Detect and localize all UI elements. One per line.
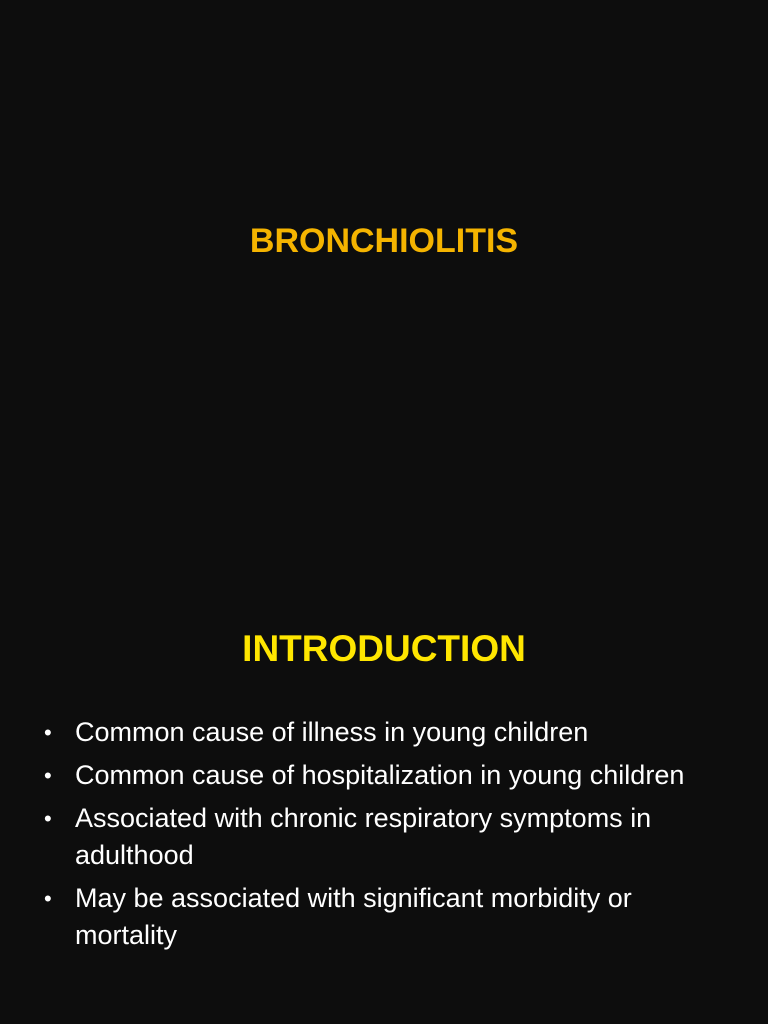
bullet-icon: • xyxy=(44,763,52,788)
bullet-item xyxy=(44,757,734,794)
bullet-item xyxy=(44,800,734,874)
bullet-icon: • xyxy=(44,886,52,911)
bullet-icon: • xyxy=(44,720,52,745)
bullet-icon: • xyxy=(44,806,52,831)
bullet-text: May be associated with significant morbidity or mortality xyxy=(75,883,632,950)
bullet-text: Common cause of hospitalization in young children xyxy=(75,760,685,790)
bullet-text: Common cause of illness in young children xyxy=(75,717,589,747)
bullet-item xyxy=(44,714,734,751)
introduction-slide xyxy=(0,576,768,1024)
bullet-text: Associated with chronic respiratory symptoms in adulthood xyxy=(75,803,652,870)
slide-title: BRONCHIOLITIS xyxy=(249,222,519,260)
section-heading: INTRODUCTION xyxy=(242,628,526,669)
bullet-item xyxy=(44,880,734,954)
bullet-list xyxy=(44,714,734,960)
